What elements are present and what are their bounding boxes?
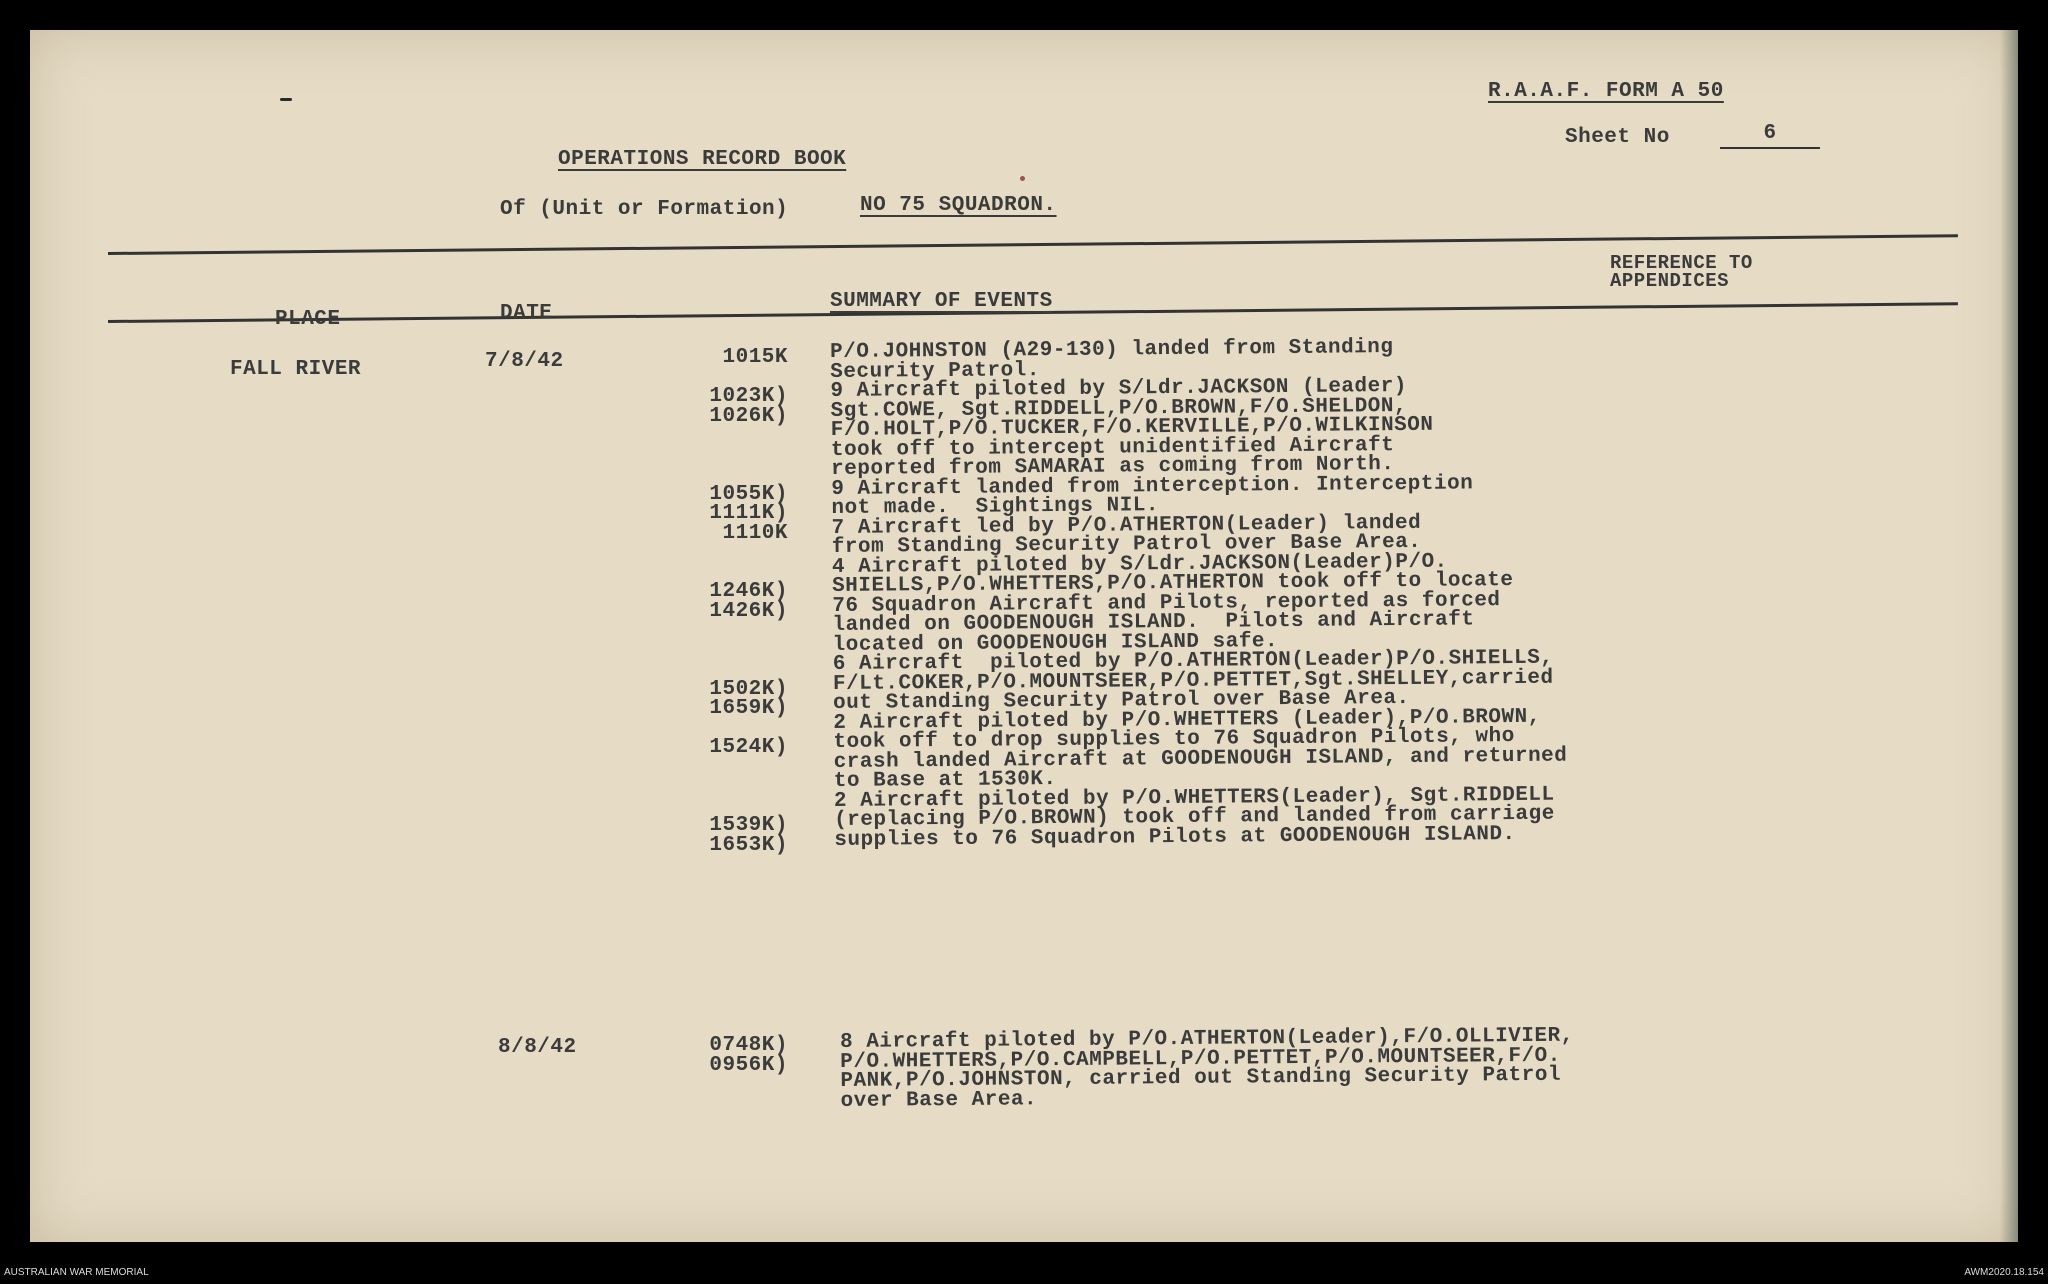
entry-date: 7/8/42 xyxy=(485,350,564,373)
column-date: DATE xyxy=(500,302,553,325)
entry-time: 1055K) xyxy=(709,482,788,506)
page-edge-shadow xyxy=(2000,30,2018,1242)
entry-place: FALL RIVER xyxy=(230,358,362,381)
entry-time: 1023K) xyxy=(709,385,788,408)
entry-time: 1026K) xyxy=(709,404,788,428)
entry-time: 1111K) xyxy=(709,502,788,525)
form-number: R.A.A.F. FORM A 50 xyxy=(1488,80,1724,103)
page-title: OPERATIONS RECORD BOOK xyxy=(558,148,847,171)
entry-time: 1539K) xyxy=(709,814,788,837)
entry-time: 1659K) xyxy=(709,697,788,720)
entry-times xyxy=(698,348,788,855)
entry-time xyxy=(698,621,788,641)
entry-time xyxy=(698,777,788,797)
sheet-label: Sheet No xyxy=(1565,126,1670,149)
column-reference: REFERENCE TO APPENDICES xyxy=(1610,252,1753,292)
ink-mark xyxy=(280,98,292,101)
entry-date: 8/8/42 xyxy=(498,1036,577,1059)
entry-time xyxy=(698,465,788,485)
unit-name: NO 75 SQUADRON. xyxy=(860,194,1057,217)
ink-dot xyxy=(1020,176,1025,181)
entry-time: 1502K) xyxy=(709,677,788,701)
entry-time xyxy=(698,426,788,446)
sheet-number: 6 xyxy=(1720,122,1820,149)
footer-left: AUSTRALIAN WAR MEMORIAL xyxy=(4,1267,149,1278)
entry-time: 1015K xyxy=(722,346,788,369)
entry-time xyxy=(698,543,788,563)
entry-summary: 8 Aircraft piloted by P/O.ATHERTON(Leader),F/O.OLLIVIER, P/O.WHETTERS,P/O.CAMPBELL,P/O.PETTET,P/O.MOUNTSEER,F/O. PANK,P/O.JOHNSTON, carried out Standing Security Patrol over Base Area. xyxy=(839,1024,1574,1113)
entry-time: 0748K) xyxy=(709,1034,788,1057)
footer-right: AWM2020.18.154 xyxy=(1964,1267,2044,1278)
entry-summary: P/O.JOHNSTON (A29-130) landed from Standing Security Patrol. 9 Aircraft piloted by S/Ldr.JACKSON (Leader) Sgt.COWE, Sgt.RIDDELL,P/O.BROWN,F/O.SHELDON, F/O.HOLT,P/O.TUCKER,F/O.KERVILLE,P/O.WILKINSON took off to intercept unidentified Aircraft reported from SAMARAI as coming from North. 9 Aircraft landed from interception. Interception not made. Sightings NIL. 7 Aircraft led by P/O.ATHERTON(Leader) landed from Standing Security Patrol over Base Area. 4 Aircraft piloted by S/Ldr.JACKSON(Leader)P/O. SHIELLS,P/O.WHETTERS,P/O.ATHERTON took off to locate 76 Squadron Aircraft and Pilots, reported as forced landed on GOODENOUGH ISLAND. Pilots and Aircraft located on GOODENOUGH ISLAND safe. 6 Aircraft piloted by P/O.ATHERTON(Leader)P/O.SHIELLS, F/Lt.COKER,P/O.MOUNTSEER,P/O.PETTET,Sgt.SHELLEY,carried out Standing Security Patrol over Base Area. 2 Aircraft piloted by P/O.WHETTERS (Leader),P/O.BROWN, took off to drop supplies to 76 Squadron Pilots, who crash landed Aircraft at GOODENOUGH ISLAND, and returned to Base at 1530K. 2 Aircraft piloted by P/O.WHETTERS(Leader), Sgt.RIDDELL (replacing P/O.BROWN) took off and landed from carriage supplies to 76 Squadron Pilots at GOODENOUGH ISLAND. xyxy=(829,336,1568,852)
entry-time xyxy=(698,660,788,680)
entry-time: 1653K) xyxy=(709,833,788,857)
entry-time: 1110K xyxy=(722,521,788,545)
entry-times xyxy=(698,1036,788,1075)
unit-label: Of (Unit or Formation) xyxy=(500,198,789,221)
column-place: PLACE xyxy=(275,308,341,331)
column-summary: SUMMARY OF EVENTS xyxy=(830,290,1053,313)
document-page xyxy=(30,30,2018,1242)
entry-time: 1524K) xyxy=(709,736,788,759)
entry-time: 1246K) xyxy=(709,580,788,603)
entry-time: 1426K) xyxy=(709,599,788,623)
entry-time: 0956K) xyxy=(709,1053,788,1077)
